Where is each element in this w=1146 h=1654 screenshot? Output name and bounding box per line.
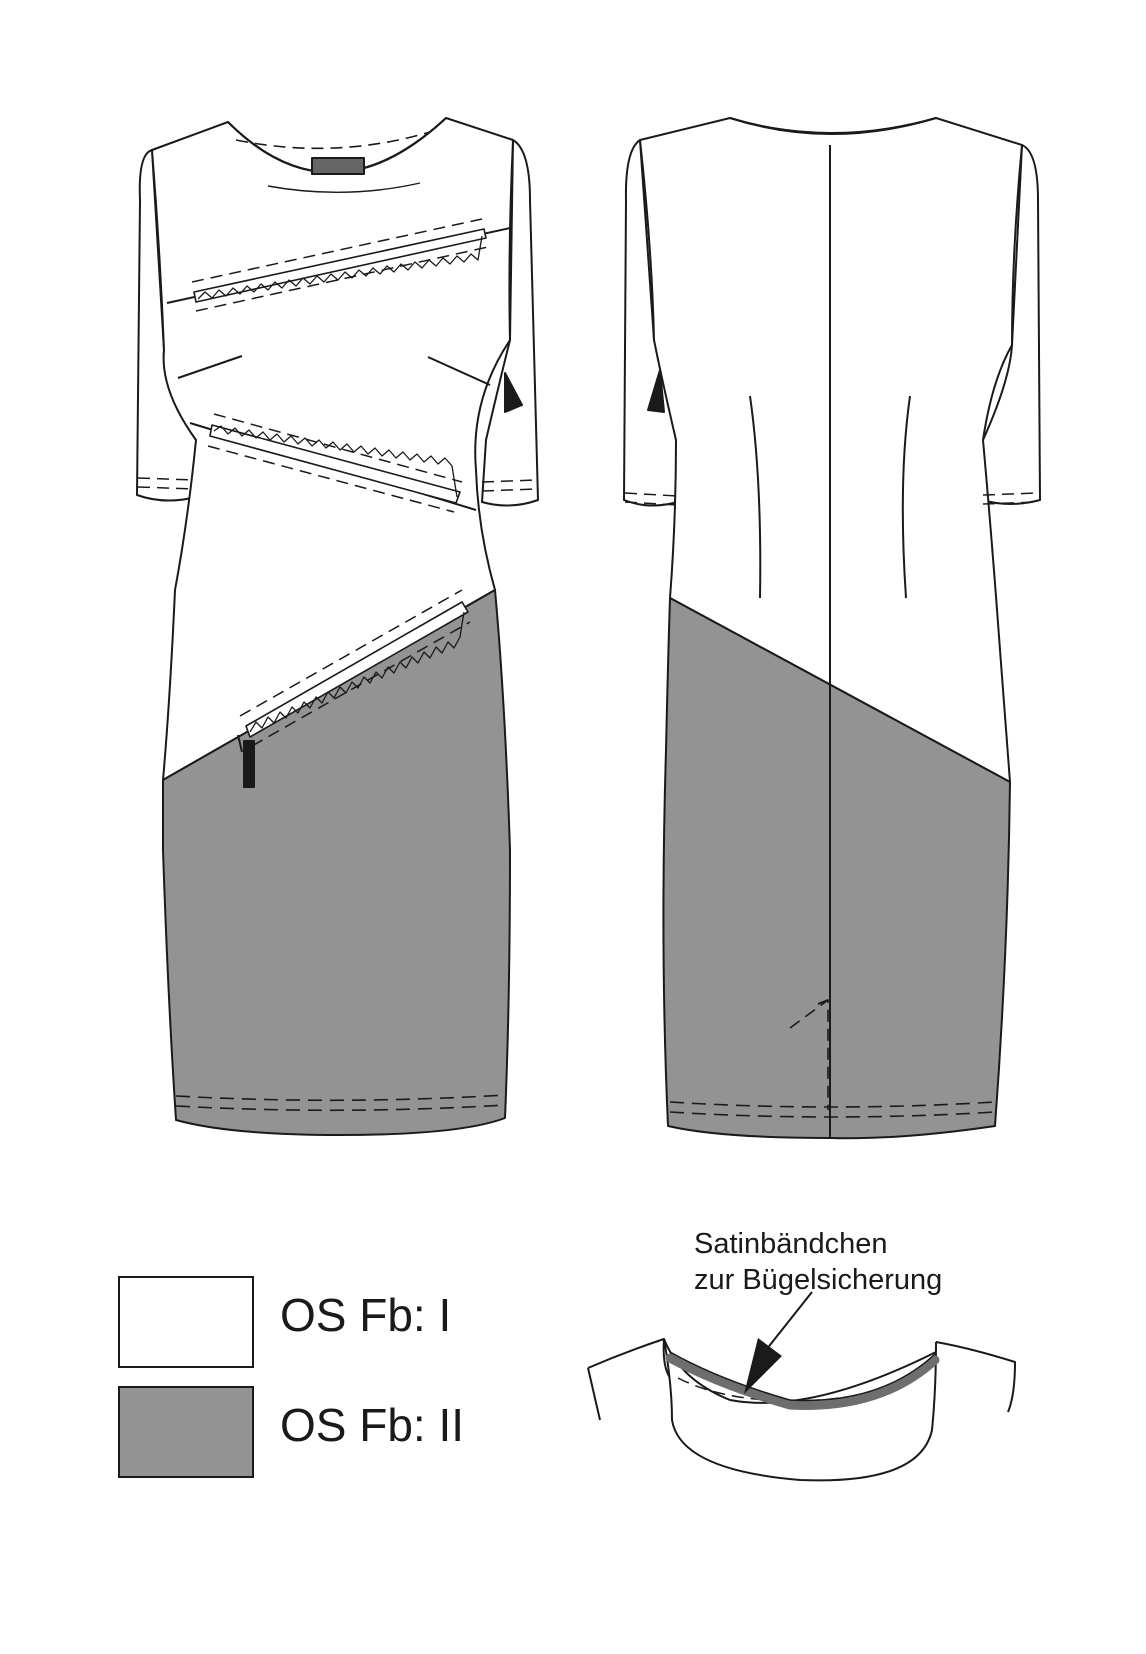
detail-left-shoulder-edge bbox=[588, 1368, 600, 1420]
annotation-text-line-1: Satinbändchen bbox=[694, 1228, 888, 1260]
front-view bbox=[137, 118, 538, 1135]
legend-swatch-fabric-1 bbox=[118, 1276, 254, 1368]
neckline-detail bbox=[588, 1292, 1015, 1480]
legend-label-fabric-1: OS Fb: I bbox=[280, 1289, 452, 1341]
front-neckline-facing bbox=[236, 132, 430, 148]
zipper-pull bbox=[244, 741, 254, 787]
annotation-text-line-2: zur Bügelsicherung bbox=[694, 1264, 943, 1296]
legend-swatch-fabric-2 bbox=[118, 1386, 254, 1478]
legend-label-fabric-2: OS Fb: II bbox=[280, 1399, 465, 1451]
detail-right-shoulder bbox=[936, 1342, 1015, 1412]
detail-left-shoulder bbox=[588, 1339, 672, 1380]
back-view bbox=[624, 118, 1040, 1138]
label-patch bbox=[312, 158, 364, 174]
